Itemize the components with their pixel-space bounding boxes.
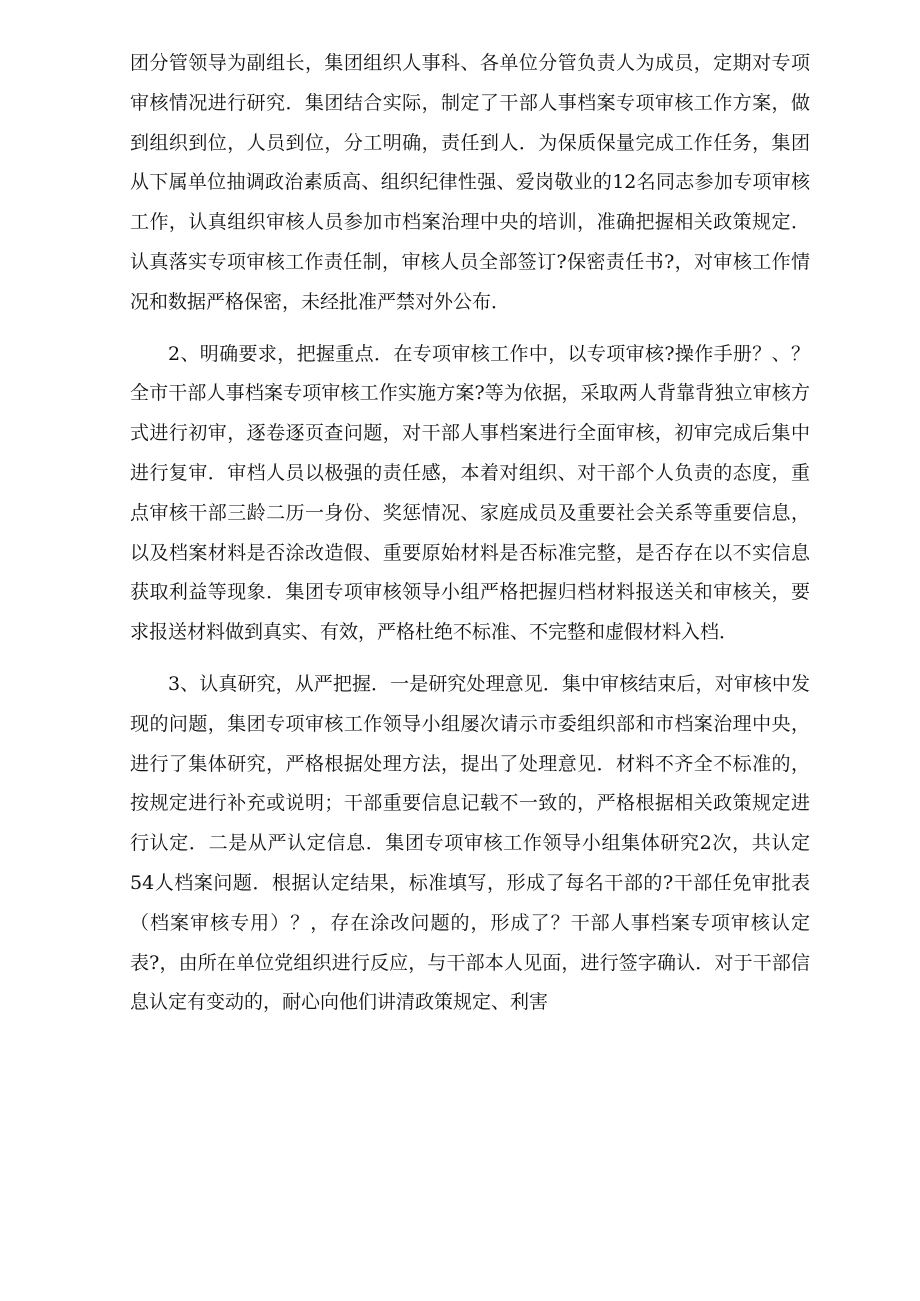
document-page bbox=[130, 44, 810, 1035]
paragraph-continued: 团分管领导为副组长，集团组织人事科、各单位分管负责人为成员，定期对专项审核情况进行研究．集团结合实际，制定了干部人事档案专项审核工作方案，做到组织到位，人员到位，分工明确，责任到人．为保质保量完成工作任务，集团从下属单位抽调政治素质高、组织纪律性强、爱岗敬业的12名同志参加专项审核工作，认真组织审核人员参加市档案治理中央的培训，准确把握相关政策规定．认真落实专项审核工作责任制，审核人员全部签订?保密责任书?，对审核工作情况和数据严格保密，未经批准严禁对外公布． bbox=[130, 52, 810, 313]
paragraph-3-careful-research: 3、认真研究，从严把握．一是研究处理意见．集中审核结束后，对审核中发现的问题，集团专项审核工作领导小组屡次请示市委组织部和市档案治理中央，进行了集体研究，严格根据处理方法，提出了处理意见．材料不齐全不标准的，按规定进行补充或说明；干部重要信息记载不一致的，严格根据相关政策规定进行认定．二是从严认定信息．集团专项审核工作领导小组集体研究2次，共认定54人档案问题．根据认定结果，标准填写，形成了每名干部的?干部任免审批表（档案审核专用）？，存在涂改问题的，形成了？干部人事档案专项审核认定表?，由所在单位党组织进行反应，与干部本人见面，进行签字确认．对于干部信息认定有变动的，耐心向他们讲清政策规定、利害 bbox=[130, 672, 810, 1014]
paragraph-2-clear-requirements: 2、明确要求，把握重点．在专项审核工作中，以专项审核?操作手册？、？全市干部人事档案专项审核工作实施方案?等为依据，采取两人背靠背独立审核方式进行初审，逐卷逐页查问题，对干部人事档案进行全面审核，初审完成后集中进行复审．审档人员以极强的责任感，本着对组织、对干部个人负责的态度，重点审核干部三龄二历一身份、奖惩情况、家庭成员及重要社会关系等重要信息，以及档案材料是否涂改造假、重要原始材料是否标准完整，是否存在以不实信息获取利益等现象．集团专项审核领导小组严格把握归档材料报送关和审核关，要求报送材料做到真实、有效，严格杜绝不标准、不完整和虚假材料入档． bbox=[130, 342, 810, 644]
